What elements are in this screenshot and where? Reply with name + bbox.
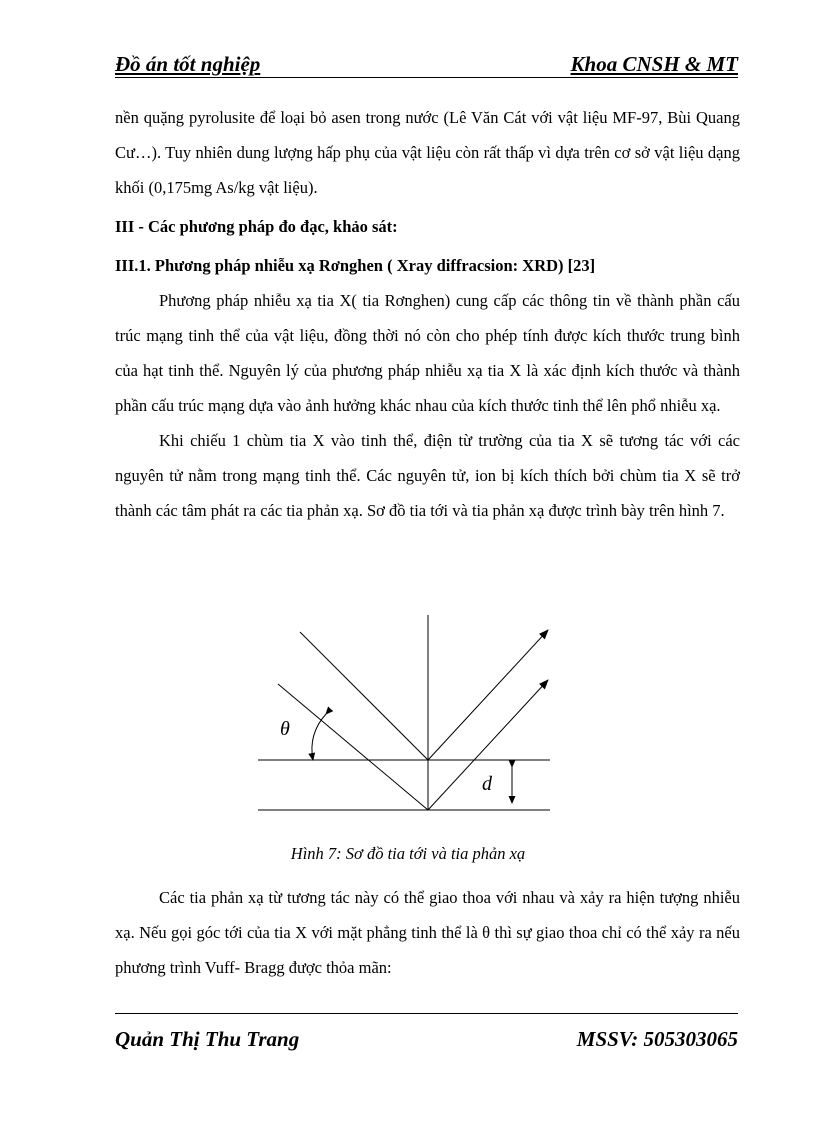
paragraph-xray-interaction: Khi chiếu 1 chùm tia X vào tinh thể, điện từ trường của tia X sẽ tương tác với các nguyên tử nằm trong mạng tinh thể. Các nguyên tử, ion bị kích thích bởi chùm tia X sẽ trở thành các tâm phát ra các tia phản xạ. Sơ đồ tia tới và tia phản xạ được trình bày trên hình 7. xyxy=(115,431,740,520)
page-header xyxy=(115,52,738,80)
page-footer xyxy=(115,1027,738,1055)
header-rule xyxy=(115,77,738,78)
header-title: Đồ án tốt nghiệp xyxy=(115,52,261,76)
figure-caption: Hình 7: Sơ đồ tia tới và tia phản xạ xyxy=(290,844,526,863)
reflected-ray-1 xyxy=(428,630,548,760)
paragraph-continuation: nền quặng pyrolusite để loại bỏ asen trong nước (Lê Văn Cát với vật liệu MF-97, Bùi Quang Cư…). Tuy nhiên dung lượng hấp phụ của vật liệu còn rất thấp vì dựa trên cơ sở vật liệu dạng khối (0,175mg As/kg vật liệu). xyxy=(115,108,740,197)
bragg-diffraction-diagram xyxy=(250,610,560,840)
body-content-continued xyxy=(115,880,740,985)
paragraph-xrd-intro: Phương pháp nhiễu xạ tia X( tia Rơnghen) cung cấp các thông tin về thành phần cấu trúc mạng tinh thể của vật liệu, đồng thời nó còn cho phép tính được kích thước trung bình của hạt tinh thể. Nguyên lý của phương pháp nhiễu xạ tia X là xác định kích thước và thành phần cấu trúc mạng dựa vào ảnh hưởng khác nhau của kích thước tinh thể lên phổ nhiễu xạ. xyxy=(115,291,740,415)
paragraph-bragg: Các tia phản xạ từ tương tác này có thể giao thoa với nhau và xảy ra hiện tượng nhiễu xạ. Nếu gọi góc tới của tia X với mặt phẳng tinh thể là θ thì sự giao thoa chỉ có thể xảy ra nếu phương trình Vuff- Bragg được thỏa mãn: xyxy=(115,888,740,977)
theta-label: θ xyxy=(280,718,290,740)
spacing-label: d xyxy=(482,773,492,795)
footer-student-id: MSSV: 505303065 xyxy=(576,1027,738,1051)
section-heading: III - Các phương pháp đo đạc, khảo sát: xyxy=(115,217,398,236)
incident-ray-2 xyxy=(278,684,428,810)
subsection-heading: III.1. Phương pháp nhiễu xạ Rơnghen ( Xray diffracsion: XRD) [23] xyxy=(115,256,596,275)
body-content xyxy=(115,100,740,528)
footer-rule xyxy=(115,1013,738,1014)
footer-author: Quản Thị Thu Trang xyxy=(115,1027,300,1051)
incident-ray-1 xyxy=(300,632,428,760)
theta-angle-arc xyxy=(312,714,326,760)
header-department: Khoa CNSH & MT xyxy=(570,52,738,76)
